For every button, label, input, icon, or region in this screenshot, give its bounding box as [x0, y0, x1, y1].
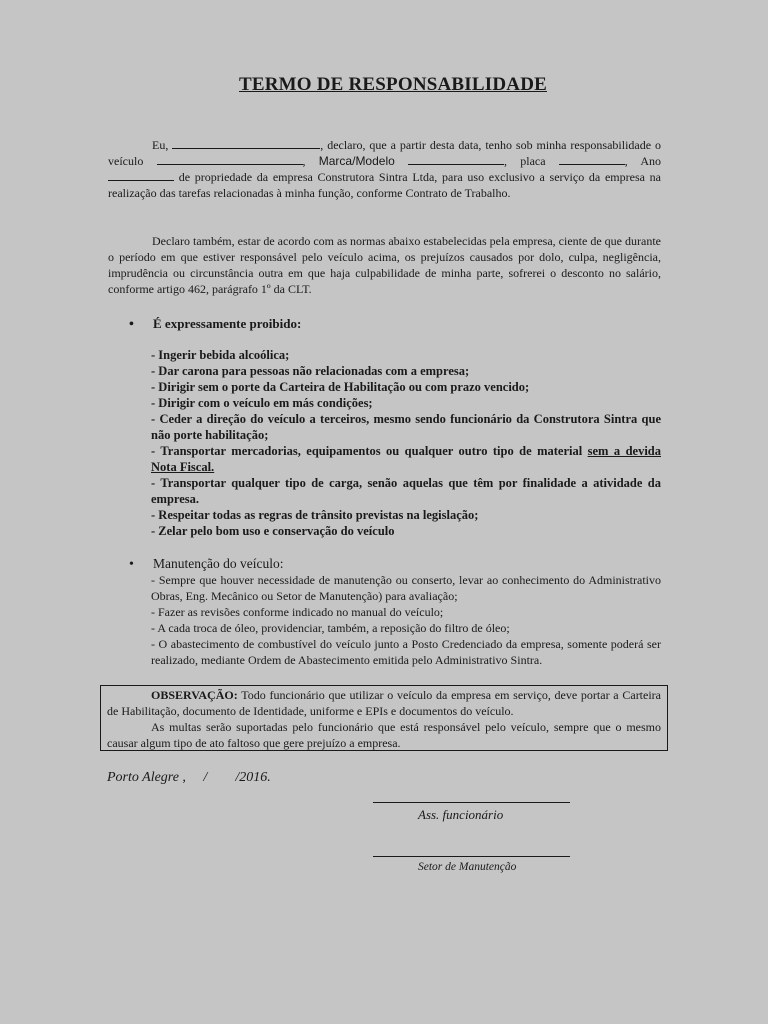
list-item: - Ingerir bebida alcoólica; — [151, 348, 290, 362]
list-item — [151, 443, 661, 475]
vehicle-blank — [157, 153, 303, 165]
intro-text-5: , Ano — [624, 154, 661, 168]
place-date: Porto Alegre , / /2016. — [107, 770, 271, 785]
bullet-icon: • — [129, 557, 134, 572]
prohibited-heading — [129, 316, 301, 333]
observation-label: OBSERVAÇÃO: — [151, 688, 238, 702]
maintenance-heading — [129, 556, 283, 573]
year-blank — [108, 169, 174, 181]
list-item: - Fazer as revisões conforme indicado no manual do veículo; — [151, 605, 444, 619]
intro-paragraph — [108, 137, 661, 201]
employee-signature-line — [373, 802, 570, 803]
intro-text-4: , placa — [504, 154, 559, 168]
list-item: - Transportar qualquer tipo de carga, senão aquelas que têm por finalidade a atividade da empresa. — [151, 476, 661, 506]
brand-model-blank — [408, 153, 504, 165]
name-blank — [172, 137, 320, 149]
prohibited-list — [151, 347, 661, 539]
employee-signature-label: Ass. funcionário — [418, 807, 504, 822]
plate-blank — [559, 153, 625, 165]
intro-text-6: de propriedade da empresa Construtora Sintra Ltda, para uso exclusivo a serviço da empresa na realização das tarefas relacionadas à minha função, conforme Contrato de Trabalho. — [108, 170, 661, 200]
list-item: - Respeitar todas as regras de trânsito previstas na legislação; — [151, 508, 479, 522]
observation-line-2 — [107, 719, 661, 751]
maintenance-heading-text: Manutenção do veículo: — [153, 556, 284, 571]
list-item: - Zelar pelo bom uso e conservação do veículo — [151, 524, 395, 538]
bullet-icon: • — [129, 317, 134, 332]
list-item: - A cada troca de óleo, providenciar, também, a reposição do filtro de óleo; — [151, 621, 510, 635]
intro-text-2: , declaro, que a partir desta data, tenho sob minha responsabilidade o veículo — [108, 138, 661, 168]
maintenance-signature-label: Setor de Manutenção — [418, 861, 517, 873]
underlined-text: Nota Fiscal. — [151, 460, 215, 474]
agreement-paragraph: Declaro também, estar de acordo com as normas abaixo estabelecidas pela empresa, ciente de que durante o período em que estiver responsável pelo veículo acima, os prejuízos causados por dolo, culpa, negligência, imprudência ou circunstância outra em que haja culpabilidade de minha parte, sofrerei o desconto no salário, conforme artigo 462, parágrafo 1º da CLT. — [108, 234, 661, 296]
list-item: - Dar carona para pessoas não relacionadas com a empresa; — [151, 364, 470, 378]
observation-text-1: Todo funcionário que utilizar o veículo da empresa em serviço, deve portar a Carteira de Habilitação, documento de Identidade, uniforme e EPIs e documentos do veículo. — [107, 688, 661, 718]
list-item-text: - Transportar mercadorias, equipamentos ou qualquer outro tipo de material — [151, 444, 588, 458]
list-item: - Ceder a direção do veículo a terceiros, mesmo sendo funcionário da Construtora Sintra que não porte habilitação; — [151, 412, 661, 442]
observation-text-2: As multas serão suportadas pelo funcionário que está responsável pelo veículo, sempre que o mesmo causar algum tipo de ato faltoso que gere prejuízo a empresa. — [107, 720, 661, 750]
underlined-text: sem a devida — [587, 444, 661, 458]
observation-line-1 — [107, 687, 661, 719]
document-title: TERMO DE RESPONSABILIDADE — [239, 74, 547, 95]
maintenance-list — [151, 572, 661, 668]
observation-box — [100, 685, 668, 751]
maintenance-signature-line — [373, 856, 570, 857]
list-item: - O abastecimento de combustível do veículo junto a Posto Credenciado da empresa, somente poderá ser realizado, mediante Ordem de Abastecimento emitida pelo Administrativo Sintra. — [151, 637, 661, 667]
intro-text-3: , — [302, 154, 319, 168]
prohibited-heading-text: É expressamente proibido: — [153, 316, 302, 331]
list-item: - Dirigir com o veículo em más condições; — [151, 396, 373, 410]
brand-model-label: Marca/Modelo — [318, 154, 395, 168]
list-item: - Sempre que houver necessidade de manutenção ou conserto, levar ao conhecimento do Administrativo Obras, Eng. Mecânico ou Setor de Manutenção) para avaliação; — [151, 573, 661, 603]
intro-text-1: Eu, — [152, 138, 173, 152]
list-item: - Dirigir sem o porte da Carteira de Habilitação ou com prazo vencido; — [151, 380, 530, 394]
